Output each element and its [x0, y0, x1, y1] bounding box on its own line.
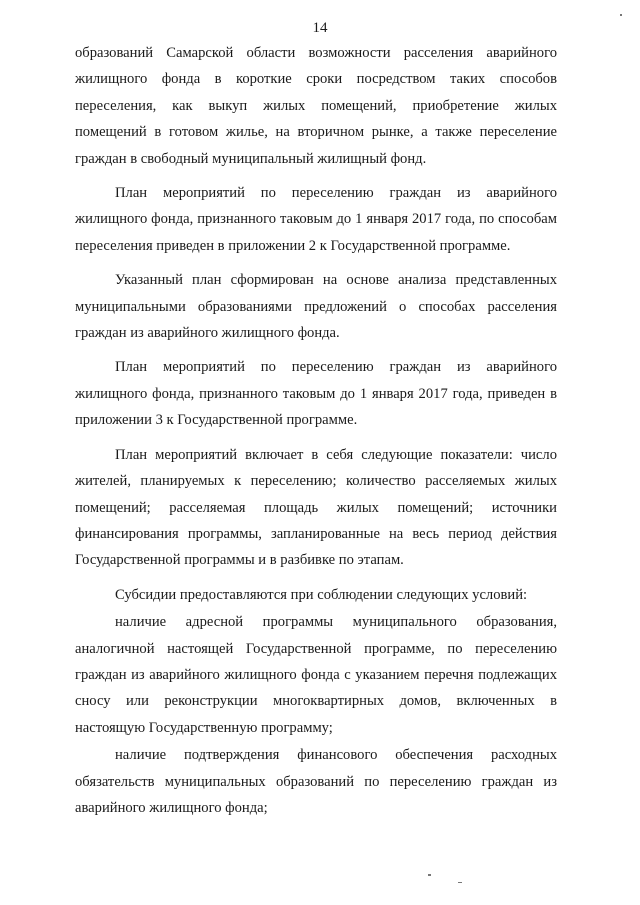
paragraph-7: наличие адресной программы муниципального образования, аналогичной настоящей Государственной программе, по переселению граждан из аварийного жилищного фонда с указанием перечня подлежащих сносу или реконструкции многоквартирных домов, включенных в настоящую Государственную программу;	[75, 614, 557, 736]
paragraph-4: План мероприятий по переселению граждан из аварийного жилищного фонда, признанного таковым до 1 января 2017 года, приведен в приложении 3 к Государственной программе.	[75, 359, 557, 429]
paragraph-1: образований Самарской области возможности расселения аварийного жилищного фонда в короткие сроки посредством таких способов переселения, как выкуп жилых помещений, приобретение жилых помещений в готовом жилье, на вторичном рынке, а также переселение граждан в свободный муниципальный жилищный фонд.	[75, 45, 557, 167]
scan-speck	[458, 882, 462, 883]
paragraph-5: План мероприятий включает в себя следующие показатели: число жителей, планируемых к переселению; количество расселяемых жилых помещений; расселяемая площадь жилых помещений; источники финансирования программы, запланированные на весь период действия Государственной программы и в разбивке по этапам.	[75, 446, 557, 569]
paragraph-8: наличие подтверждения финансового обеспечения расходных обязательств муниципальных образований по переселению граждан из аварийного жилищного фонда;	[75, 747, 557, 816]
paragraph-6: Субсидии предоставляются при соблюдении следующих условий:	[115, 586, 528, 603]
document-body	[75, 40, 557, 821]
scan-speck	[428, 874, 431, 876]
paragraph-3: Указанный план сформирован на основе анализа представленных муниципальными образованиями предложений о способах расселения граждан из аварийного жилищного фонда.	[75, 272, 557, 342]
scan-speck	[620, 14, 622, 16]
page-number: 14	[312, 20, 328, 36]
paragraph-2: План мероприятий по переселению граждан из аварийного жилищного фонда, признанного таковым до 1 января 2017 года, по способам переселения приведен в приложении 2 к Государственной программе.	[75, 185, 557, 254]
